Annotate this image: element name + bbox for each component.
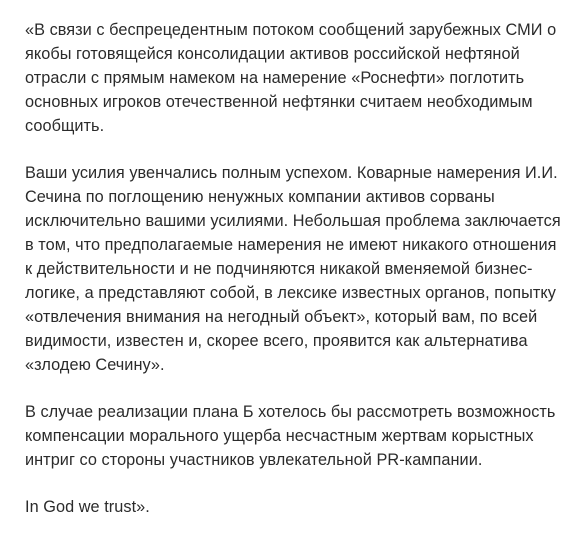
- article-paragraph: Ваши усилия увенчались полным успехом. Коварные намерения И.И. Сечина по поглощению ненужных компании активов сорваны исключительно вашими усилиями. Небольшая проблема заключается в том, что предполагаемые намерения не имеют никакого отношения к действительности и не подчиняются никакой вменяемой бизнес-логике, а представляют собой, в лексике известных органов, попытку «отвлечения внимания на негодный объект», который вам, по всей видимости, известен и, скорее всего, проявится как альтернатива «злодею Сечину».: [25, 164, 561, 374]
- article-paragraph: In God we trust».: [25, 498, 150, 516]
- article-paragraph: «В связи с беспрецедентным потоком сообщений зарубежных СМИ о якобы готовящейся консолидации активов российской нефтяной отрасли с прямым намеком на намерение «Роснефти» поглотить основных игроков отечественной нефтянки считаем необходимым сообщить.: [25, 21, 557, 135]
- article-paragraph: В случае реализации плана Б хотелось бы рассмотреть возможность компенсации морального ущерба несчастным жертвам корыстных интриг со стороны участников увлекательной PR-кампании.: [25, 403, 556, 469]
